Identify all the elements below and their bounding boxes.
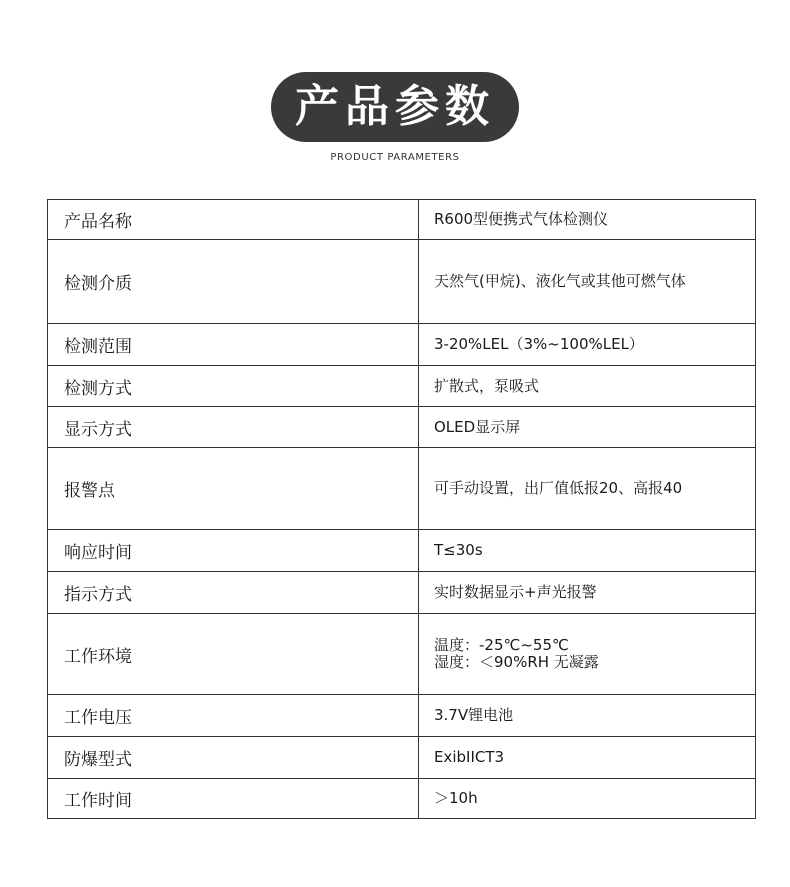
param-value-line: 可手动设置，出厂值低报20、高报40 xyxy=(434,479,683,497)
param-value-line: ＞10h xyxy=(434,789,478,807)
parameters-table xyxy=(47,199,756,819)
param-value xyxy=(419,695,756,737)
param-label: 产品名称 xyxy=(48,200,419,240)
param-value-line: R600型便携式气体检测仪 xyxy=(434,210,609,228)
page-title: 产品参数 xyxy=(271,72,519,142)
param-label: 检测介质 xyxy=(48,240,419,324)
param-label: 响应时间 xyxy=(48,530,419,572)
param-label: 防爆型式 xyxy=(48,737,419,779)
param-label: 工作环境 xyxy=(48,614,419,695)
param-label: 工作时间 xyxy=(48,779,419,819)
param-value xyxy=(419,366,756,407)
param-value-line: 3.7V锂电池 xyxy=(434,706,514,724)
table-row xyxy=(48,324,756,366)
param-value-line: 实时数据显示+声光报警 xyxy=(434,583,597,601)
param-value-line: 3-20%LEL（3%~100%LEL） xyxy=(434,335,644,353)
param-value xyxy=(419,407,756,448)
param-value-line: T≤30s xyxy=(434,541,483,559)
param-value xyxy=(419,530,756,572)
param-label: 报警点 xyxy=(48,448,419,530)
page-subtitle: PRODUCT PARAMETERS xyxy=(330,152,460,163)
param-value-line: ExibIICT3 xyxy=(434,748,505,766)
param-label: 检测方式 xyxy=(48,366,419,407)
table-row xyxy=(48,366,756,407)
param-value-line: OLED显示屏 xyxy=(434,417,521,436)
param-value xyxy=(419,737,756,779)
table-row xyxy=(48,530,756,572)
param-label: 显示方式 xyxy=(48,407,419,448)
param-value-line: 扩散式，泵吸式 xyxy=(434,376,540,395)
param-value xyxy=(419,200,756,240)
param-value-line: 温度：-25℃~55℃ xyxy=(434,636,569,654)
table-row xyxy=(48,737,756,779)
table-row xyxy=(48,448,756,530)
param-label: 指示方式 xyxy=(48,572,419,614)
param-value xyxy=(419,572,756,614)
param-value xyxy=(419,324,756,366)
table-row xyxy=(48,779,756,819)
param-value xyxy=(419,240,756,324)
table-row xyxy=(48,240,756,324)
param-value-line: 湿度：＜90%RH 无凝露 xyxy=(434,653,599,671)
table-row xyxy=(48,572,756,614)
param-label: 检测范围 xyxy=(48,324,419,366)
param-value xyxy=(419,448,756,530)
table-row xyxy=(48,200,756,240)
param-value xyxy=(419,779,756,819)
param-value xyxy=(419,614,756,695)
param-label: 工作电压 xyxy=(48,695,419,737)
parameters-table-body xyxy=(48,200,756,819)
table-row xyxy=(48,695,756,737)
table-row xyxy=(48,614,756,695)
table-row xyxy=(48,407,756,448)
title-banner xyxy=(0,72,790,142)
param-value-line: 天然气(甲烷)、液化气或其他可燃气体 xyxy=(434,272,686,290)
